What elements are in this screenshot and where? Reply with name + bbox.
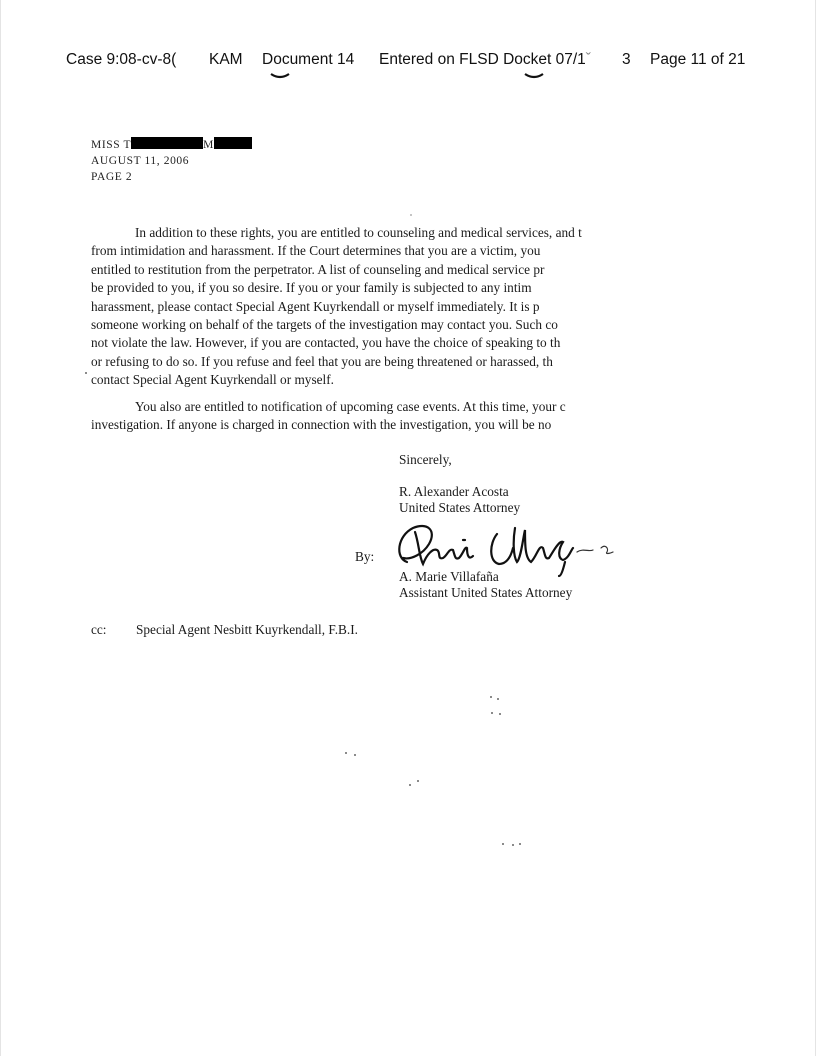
scan-speck <box>519 843 521 845</box>
paragraph-rights <box>91 224 631 390</box>
paragraph-line: not violate the law. However, if you are contacted, you have the choice of speaking to th <box>91 335 561 351</box>
by-label: By: <box>355 549 375 564</box>
addressee-name-prefix: MISS T <box>91 139 132 151</box>
scan-speck <box>497 698 499 700</box>
scan-mark <box>524 73 544 79</box>
addressee-block <box>91 137 252 185</box>
scan-speck <box>85 372 87 374</box>
scan-edge-left <box>0 0 1 1056</box>
page-number: Page 11 of 21 <box>650 51 746 68</box>
paragraph-line: from intimidation and harassment. If the Court determines that you are a victim, you <box>91 243 541 259</box>
cc-line <box>91 622 358 638</box>
paragraph-line: harassment, please contact Special Agent Kuyrkendall or myself immediately. It is p <box>91 298 540 314</box>
scan-speck <box>512 844 514 846</box>
paragraph-line: someone working on behalf of the targets of the investigation may contact you. Such co <box>91 317 558 333</box>
document-number: Document 14 <box>262 51 355 68</box>
letter-date: AUGUST 11, 2006 <box>91 155 190 167</box>
signer-name: A. Marie Villafaña <box>399 569 499 584</box>
addressee-name-initial: M <box>203 139 214 151</box>
paragraph-line: be provided to you, if you so desire. If you or your family is subjected to any intim <box>91 280 532 296</box>
scan-speck <box>354 754 356 756</box>
paragraph-line: You also are entitled to notification of upcoming case events. At this time, your c <box>135 399 566 414</box>
scan-speck <box>410 214 412 216</box>
scan-speck <box>409 784 411 786</box>
header-fragment: 3 <box>622 51 631 68</box>
scan-mark <box>270 73 290 79</box>
docket-entry: Entered on FLSD Docket 07/1ˇ <box>379 51 591 68</box>
signatory-title: United States Attorney <box>399 500 521 515</box>
scan-speck <box>502 843 504 845</box>
paragraph-line: contact Special Agent Kuyrkendall or myself. <box>91 372 334 388</box>
scan-speck <box>345 752 347 754</box>
paragraph-notification <box>91 398 631 435</box>
case-number: Case 9:08-cv-8( <box>66 51 177 68</box>
signatory-name: R. Alexander Acosta <box>399 484 509 499</box>
redaction-bar <box>214 137 252 149</box>
addressee-name <box>91 137 252 153</box>
scan-speck <box>490 696 492 698</box>
paragraph-line: investigation. If anyone is charged in connection with the investigation, you will be no <box>91 417 552 433</box>
salutation: Sincerely, <box>399 452 452 467</box>
scan-speck <box>499 713 501 715</box>
paragraph-line: entitled to restitution from the perpetrator. A list of counseling and medical service pr <box>91 261 545 277</box>
redaction-bar <box>131 137 203 149</box>
cc-recipient: Special Agent Nesbitt Kuyrkendall, F.B.I. <box>136 622 358 637</box>
scan-speck <box>491 712 493 714</box>
cc-label: cc: <box>91 622 107 637</box>
paragraph-line: or refusing to do so. If you refuse and feel that you are being threatened or harassed, th <box>91 353 553 369</box>
signer-title: Assistant United States Attorney <box>399 585 573 600</box>
page-label: PAGE 2 <box>91 171 133 183</box>
scan-speck <box>417 780 419 782</box>
paragraph-line: In addition to these rights, you are entitled to counseling and medical services, and t <box>135 225 582 240</box>
judge-initials: KAM <box>209 51 243 68</box>
